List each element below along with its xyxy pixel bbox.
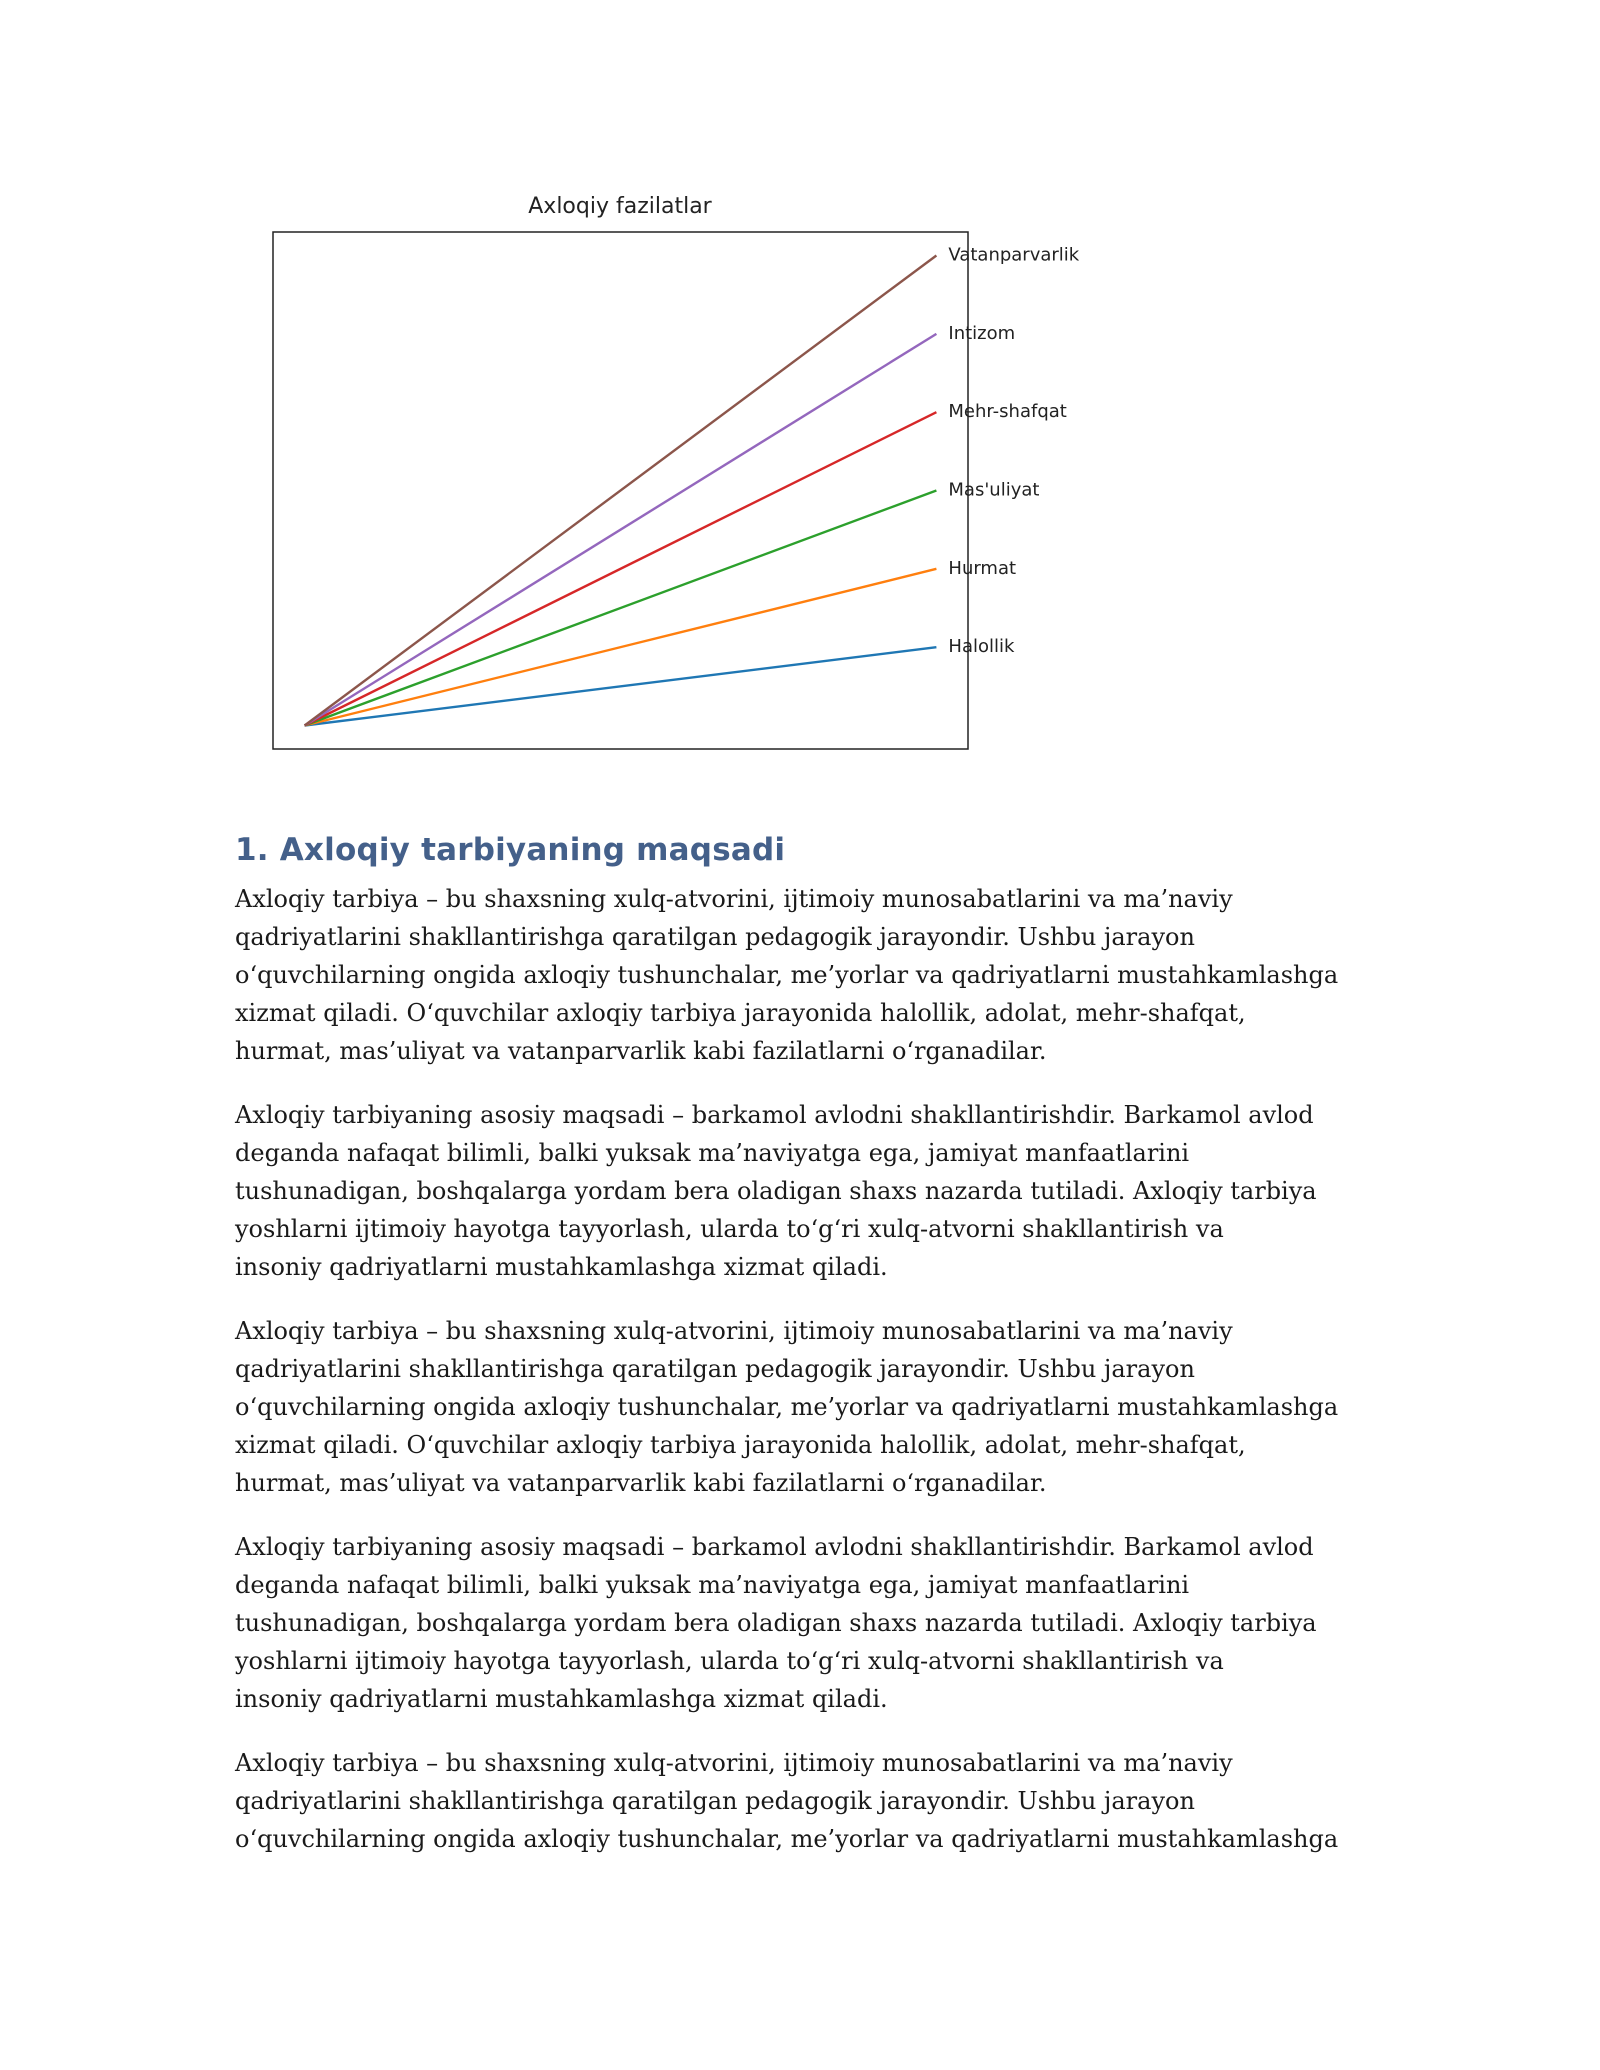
series-label-5: Vatanparvarlik: [948, 244, 1080, 266]
series-label-3: Mehr-shafqat: [948, 401, 1067, 423]
line-chart: [230, 185, 1130, 765]
series-group: [305, 256, 937, 726]
section-heading: 1. Axloqiy tarbiyaning maqsadi: [235, 832, 786, 868]
paragraph: Axloqiy tarbiya – bu shaxsning xulq-atvorini, ijtimoiy munosabatlarini va ma’naviy qadriyatlarini shakllantirishga qaratilgan pedagogik jarayondir. Ushbu jarayon o‘quvchilarning ongida axloqiy tushunchalar, me’yorlar va qadriyatlarni mustahkamlashga xizmat qiladi. O‘quvchilar axloqiy tarbiya jarayonida halollik, adolat, mehr-shafqat, hurmat, mas’uliyat va vatanparvarlik kabi fazilatlarni o‘rganadilar.: [235, 1317, 1339, 1497]
paragraph: Axloqiy tarbiyaning asosiy maqsadi – barkamol avlodni shakllantirishdir. Barkamol avlod deganda nafaqat bilimli, balki yuksak ma’naviyatga ega, jamiyat manfaatlarini tushunadigan, boshqalarga yordam bera oladigan shaxs nazarda tutiladi. Axloqiy tarbiya yoshlarni ijtimoiy hayotga tayyorlash, ularda to‘g‘ri xulq-atvorni shakllantirish va insoniy qadriyatlarni mustahkamlashga xizmat qiladi.: [235, 1533, 1317, 1713]
series-line-4: [305, 334, 937, 726]
chart-figure: [230, 185, 1130, 765]
series-label-0: Halollik: [948, 636, 1015, 658]
paragraph: Axloqiy tarbiya – bu shaxsning xulq-atvorini, ijtimoiy munosabatlarini va ma’naviy qadriyatlarini shakllantirishga qaratilgan pedagogik jarayondir. Ushbu jarayon o‘quvchilarning ongida axloqiy tushunchalar, me’yorlar va qadriyatlarni mustahkamlashga xizmat qiladi. O‘quvchilar axloqiy tarbiya jarayonida halollik, adolat, mehr-shafqat, hurmat, mas’uliyat va vatanparvarlik kabi fazilatlarni o‘rganadilar.: [235, 885, 1339, 1065]
series-label-1: Hurmat: [948, 557, 1017, 579]
body-text: [235, 880, 1375, 1884]
paragraph: Axloqiy tarbiya – bu shaxsning xulq-atvorini, ijtimoiy munosabatlarini va ma’naviy qadriyatlarini shakllantirishga qaratilgan pedagogik jarayondir. Ushbu jarayon o‘quvchilarning ongida axloqiy tushunchalar, me’yorlar va qadriyatlarni mustahkamlashga: [235, 1749, 1339, 1853]
paragraph: Axloqiy tarbiyaning asosiy maqsadi – barkamol avlodni shakllantirishdir. Barkamol avlod deganda nafaqat bilimli, balki yuksak ma’naviyatga ega, jamiyat manfaatlarini tushunadigan, boshqalarga yordam bera oladigan shaxs nazarda tutiladi. Axloqiy tarbiya yoshlarni ijtimoiy hayotga tayyorlash, ularda to‘g‘ri xulq-atvorni shakllantirish va insoniy qadriyatlarni mustahkamlashga xizmat qiladi.: [235, 1101, 1317, 1281]
series-line-0: [305, 647, 937, 725]
chart-title: Axloqiy fazilatlar: [528, 194, 712, 219]
series-line-2: [305, 491, 937, 726]
series-line-5: [305, 256, 937, 726]
series-line-1: [305, 569, 937, 726]
series-label-2: Mas'uliyat: [948, 479, 1040, 501]
series-label-4: Intizom: [948, 322, 1016, 344]
series-line-3: [305, 412, 937, 725]
